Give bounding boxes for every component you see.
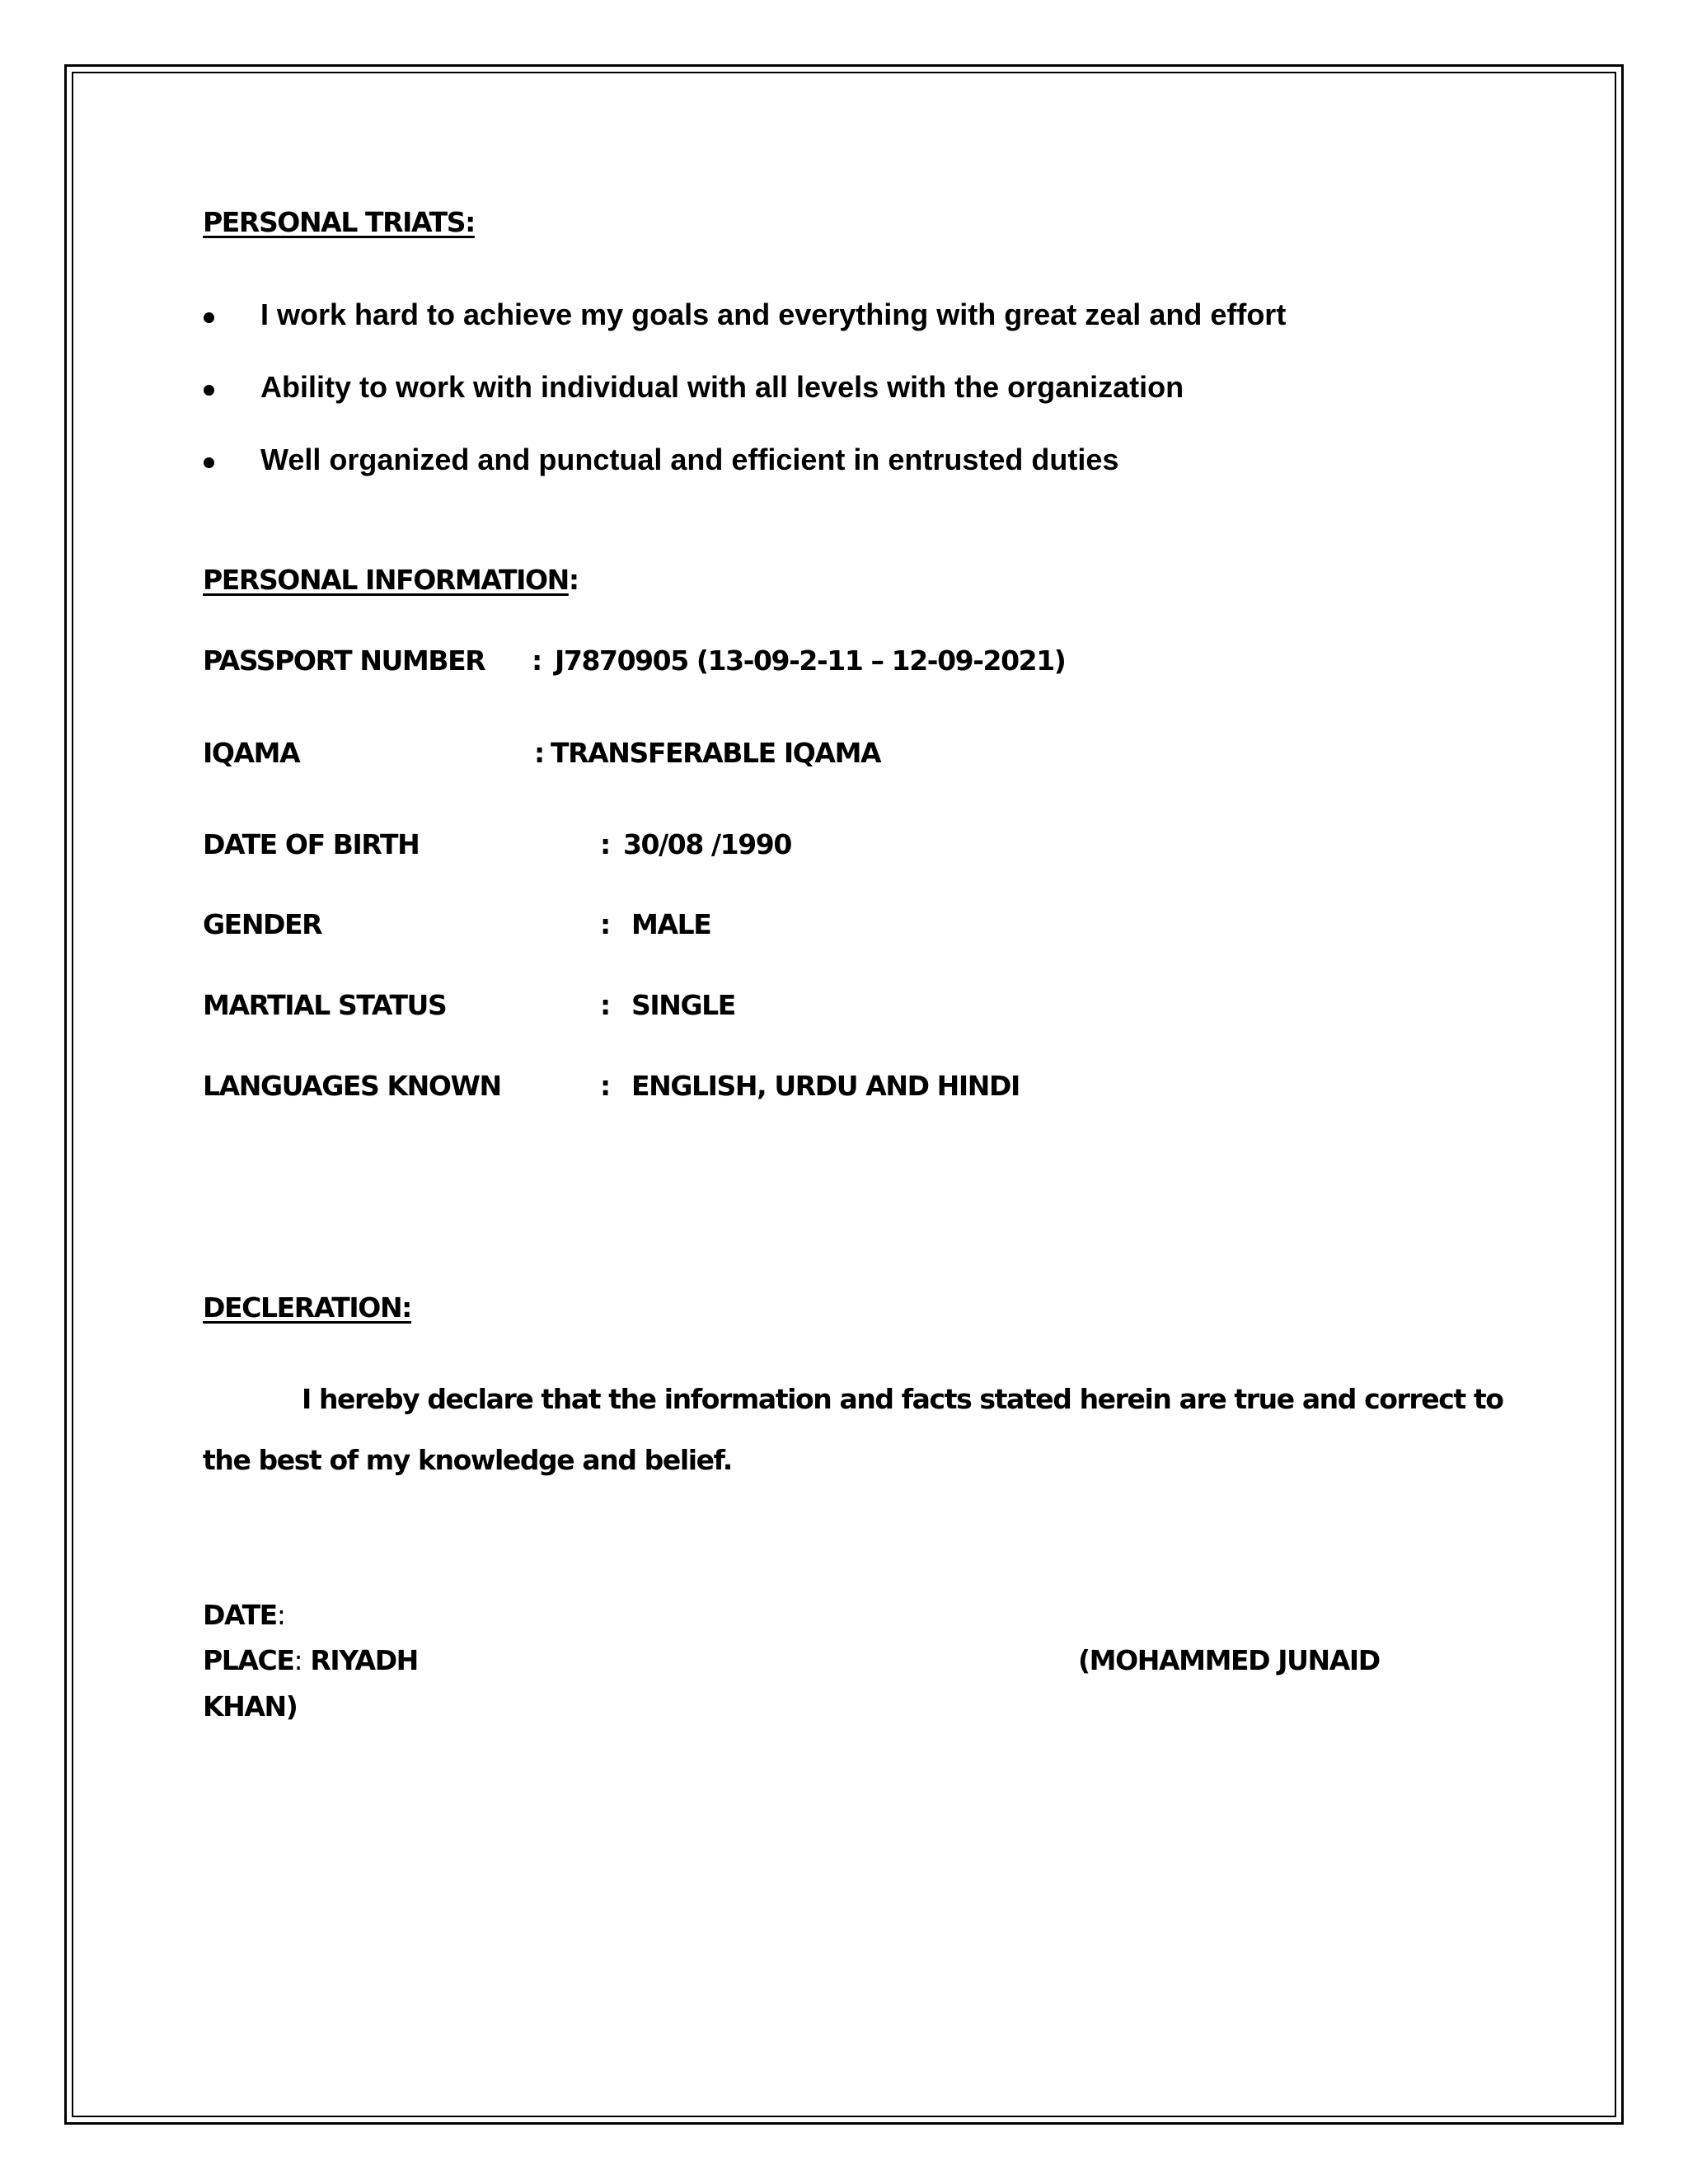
declaration-line-2: the best of my knowledge and belief. (203, 1444, 732, 1476)
bullet-icon (204, 385, 214, 396)
marital-status-label: MARTIAL STATUS (203, 989, 447, 1021)
place-label: PLACE (203, 1644, 294, 1676)
iqama-separator: : (534, 737, 544, 769)
languages-separator: : (600, 1070, 610, 1102)
dob-separator: : (600, 828, 610, 860)
place-value: RIYADH (310, 1644, 418, 1676)
trait-item-2: Ability to work with individual with all levels with the organization (260, 370, 1184, 404)
marital-status-separator: : (600, 989, 610, 1021)
personal-info-heading-text: PERSONAL INFORMATION (203, 564, 569, 596)
bullet-icon (204, 312, 214, 323)
gender-separator: : (600, 908, 610, 940)
date-field (203, 1599, 285, 1631)
personal-info-heading-colon: : (568, 564, 579, 596)
marital-status-value: SINGLE (631, 989, 735, 1021)
declaration-heading-text: DECLERATION: (203, 1291, 411, 1324)
passport-separator: : (532, 644, 542, 677)
languages-value: ENGLISH, URDU AND HINDI (631, 1070, 1020, 1102)
dob-value: 30/08 /1990 (623, 828, 791, 860)
traits-heading-text: PERSONAL TRIATS: (203, 206, 475, 238)
declaration-heading (203, 1291, 411, 1324)
iqama-label: IQAMA (203, 737, 300, 769)
passport-label: PASSPORT NUMBER (203, 644, 485, 677)
dob-label: DATE OF BIRTH (203, 828, 420, 860)
languages-label: LANGUAGES KNOWN (203, 1070, 501, 1102)
iqama-value: TRANSFERABLE IQAMA (551, 737, 881, 769)
place-colon: : (293, 1644, 302, 1676)
signature-name-line-2: KHAN) (203, 1690, 298, 1722)
bullet-icon (204, 457, 214, 468)
gender-value: MALE (631, 908, 711, 940)
trait-item-3: Well organized and punctual and efficient in entrusted duties (260, 443, 1119, 476)
passport-value: J7870905 (13-09-2-11 – 12-09-2021) (555, 644, 1066, 677)
personal-info-heading (203, 564, 579, 596)
signature-name-line-1: (MOHAMMED JUNAID (1078, 1644, 1380, 1676)
traits-heading (203, 206, 475, 238)
date-label: DATE (203, 1599, 277, 1631)
declaration-line-1: I hereby declare that the information and facts stated herein are true and correct to (302, 1383, 1503, 1415)
place-field (203, 1644, 418, 1676)
trait-item-1: I work hard to achieve my goals and everything with great zeal and effort (260, 298, 1287, 331)
date-colon: : (276, 1599, 285, 1631)
gender-label: GENDER (203, 908, 322, 940)
